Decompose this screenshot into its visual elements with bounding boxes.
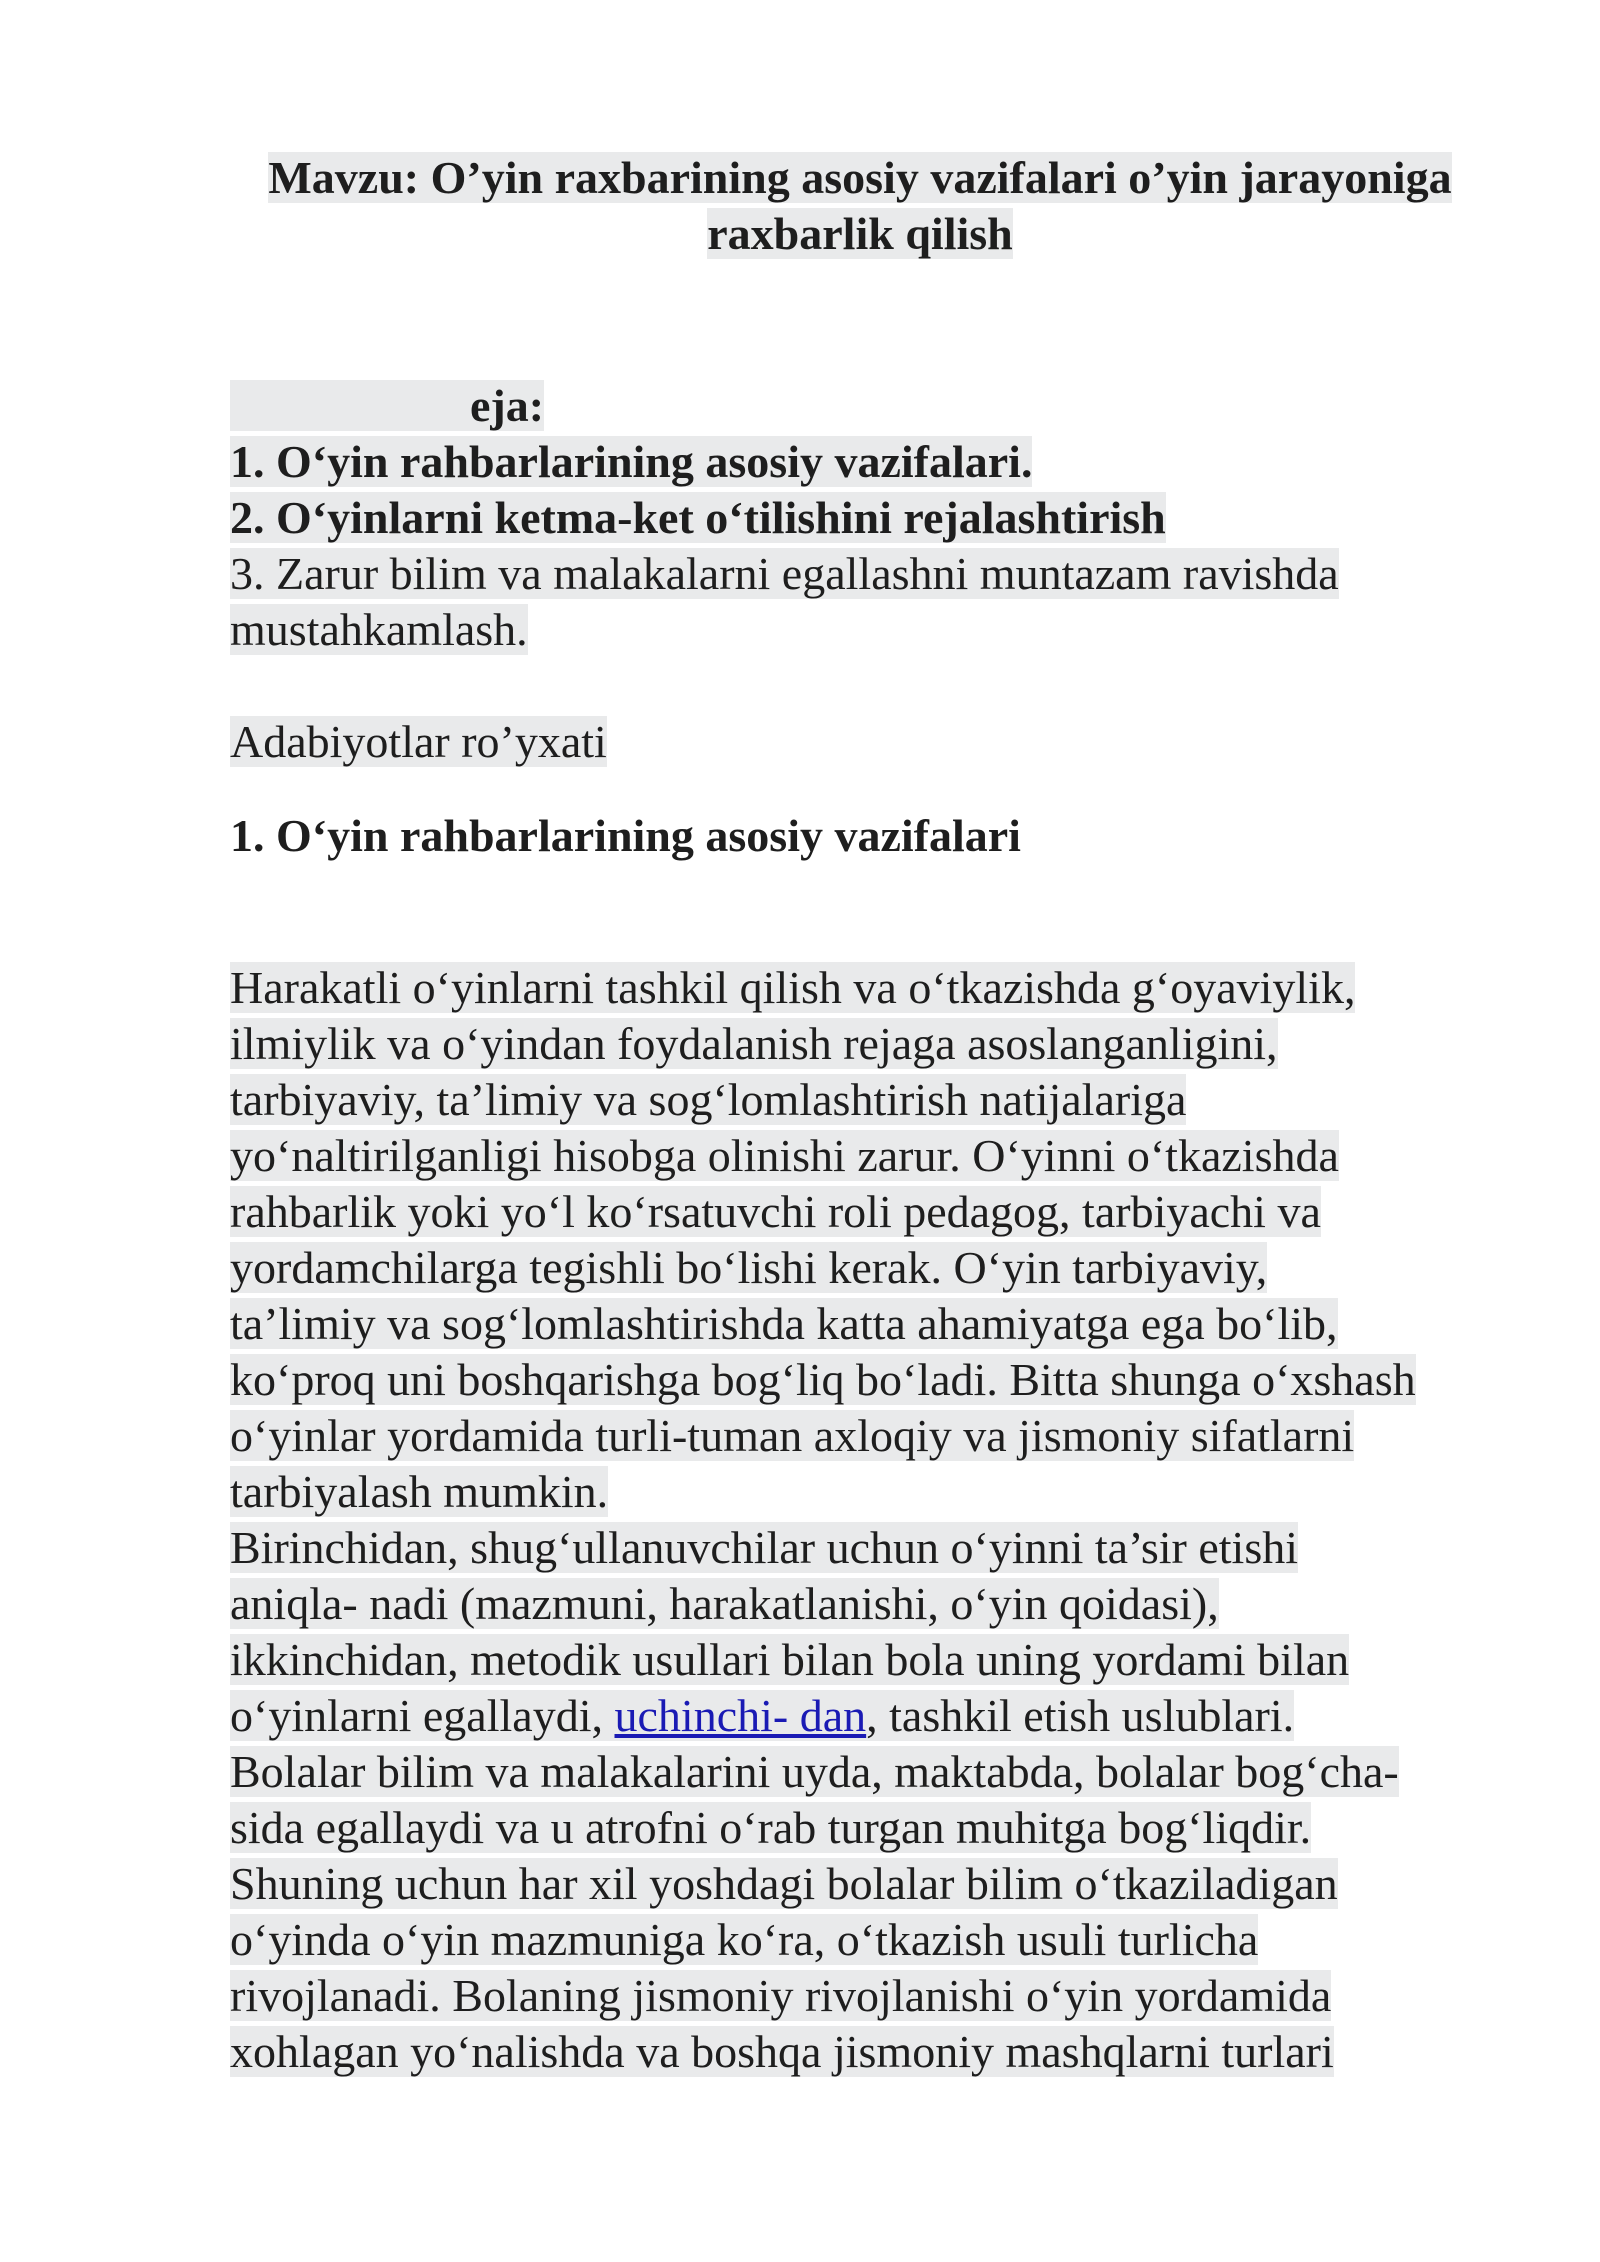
plan-section — [230, 378, 1530, 658]
uchinchi-dan-link[interactable]: uchinchi- dan — [614, 1690, 867, 1741]
body-text — [230, 960, 1530, 2080]
body-line: Shuning uchun har xil yoshdagi bolalar bilim o‘tkaziladigan — [230, 1858, 1338, 1909]
body-line: aniqla- nadi (mazmuni, harakatlanishi, o‘yin qoidasi), — [230, 1578, 1219, 1629]
body-line: o‘yinda o‘yin mazmuniga ko‘ra, o‘tkazish usuli turlicha — [230, 1914, 1259, 1965]
plan-item: 3. Zarur bilim va malakalarni egallashni muntazam ravishda — [230, 548, 1339, 599]
body-line: rivojlanadi. Bolaning jismoniy rivojlanishi o‘yin yordamida — [230, 1970, 1332, 2021]
body-line: o‘yinlar yordamida turli-tuman axloqiy va jismoniy sifatlarni — [230, 1410, 1355, 1461]
body-line: ilmiylik va o‘yindan foydalanish rejaga asoslanganligini, — [230, 1018, 1278, 1069]
plan-item: mustahkamlash. — [230, 604, 528, 655]
references-label: Adabiyotlar ro’yxati — [230, 716, 607, 767]
plan-label-line — [230, 378, 1530, 434]
body-line: Bolalar bilim va malakalarini uyda, maktabda, bolalar bog‘cha- — [230, 1746, 1399, 1797]
body-line: sida egallaydi va u atrofni o‘rab turgan muhitga bog‘liqdir. — [230, 1802, 1312, 1853]
link-line-before: o‘yinlarni egallaydi, — [230, 1690, 615, 1741]
body-line: ta’limiy va sog‘lomlashtirishda katta ahamiyatga ega bo‘lib, — [230, 1298, 1338, 1349]
document-title — [200, 150, 1520, 262]
body-line: Birinchidan, shug‘ullanuvchilar uchun o‘yinni ta’sir etishi — [230, 1522, 1299, 1573]
link-line-after: , tashkil etish uslublari. — [866, 1690, 1295, 1741]
title-line-2: raxbarlik qilish — [707, 208, 1013, 259]
body-line: ko‘proq uni boshqarishga bog‘liq bo‘ladi. Bitta shunga o‘xshash — [230, 1354, 1416, 1405]
plan-item: 1. O‘yin rahbarlarining asosiy vazifalari. — [230, 436, 1033, 487]
title-line-1: Mavzu: O’yin raxbarining asosiy vazifalari o’yin jarayoniga — [268, 152, 1452, 203]
body-line: xohlagan yo‘nalishda va boshqa jismoniy mashqlarni turlari — [230, 2026, 1334, 2077]
body-line: tarbiyaviy, ta’limiy va sog‘lomlashtirish natijalariga — [230, 1074, 1187, 1125]
body-line: yo‘naltirilganligi hisobga olinishi zarur. O‘yinni o‘tkazishda — [230, 1130, 1339, 1181]
body-line: ikkinchidan, metodik usullari bilan bola uning yordami bilan — [230, 1634, 1350, 1685]
body-line: Harakatli o‘yinlarni tashkil qilish va o‘tkazishda g‘oyaviylik, — [230, 962, 1356, 1013]
section-heading: 1. O‘yin rahbarlarining asosiy vazifalari — [230, 810, 1021, 861]
body-line-with-link — [230, 1688, 1530, 1744]
body-line: rahbarlik yoki yo‘l ko‘rsatuvchi roli pedagog, tarbiyachi va — [230, 1186, 1321, 1237]
plan-item: 2. O‘yinlarni ketma-ket o‘tilishini rejalashtirish — [230, 492, 1166, 543]
plan-label: eja: — [470, 380, 545, 431]
body-line: tarbiyalash mumkin. — [230, 1466, 609, 1517]
body-line: yordamchilarga tegishli bo‘lishi kerak. O‘yin tarbiyaviy, — [230, 1242, 1268, 1293]
